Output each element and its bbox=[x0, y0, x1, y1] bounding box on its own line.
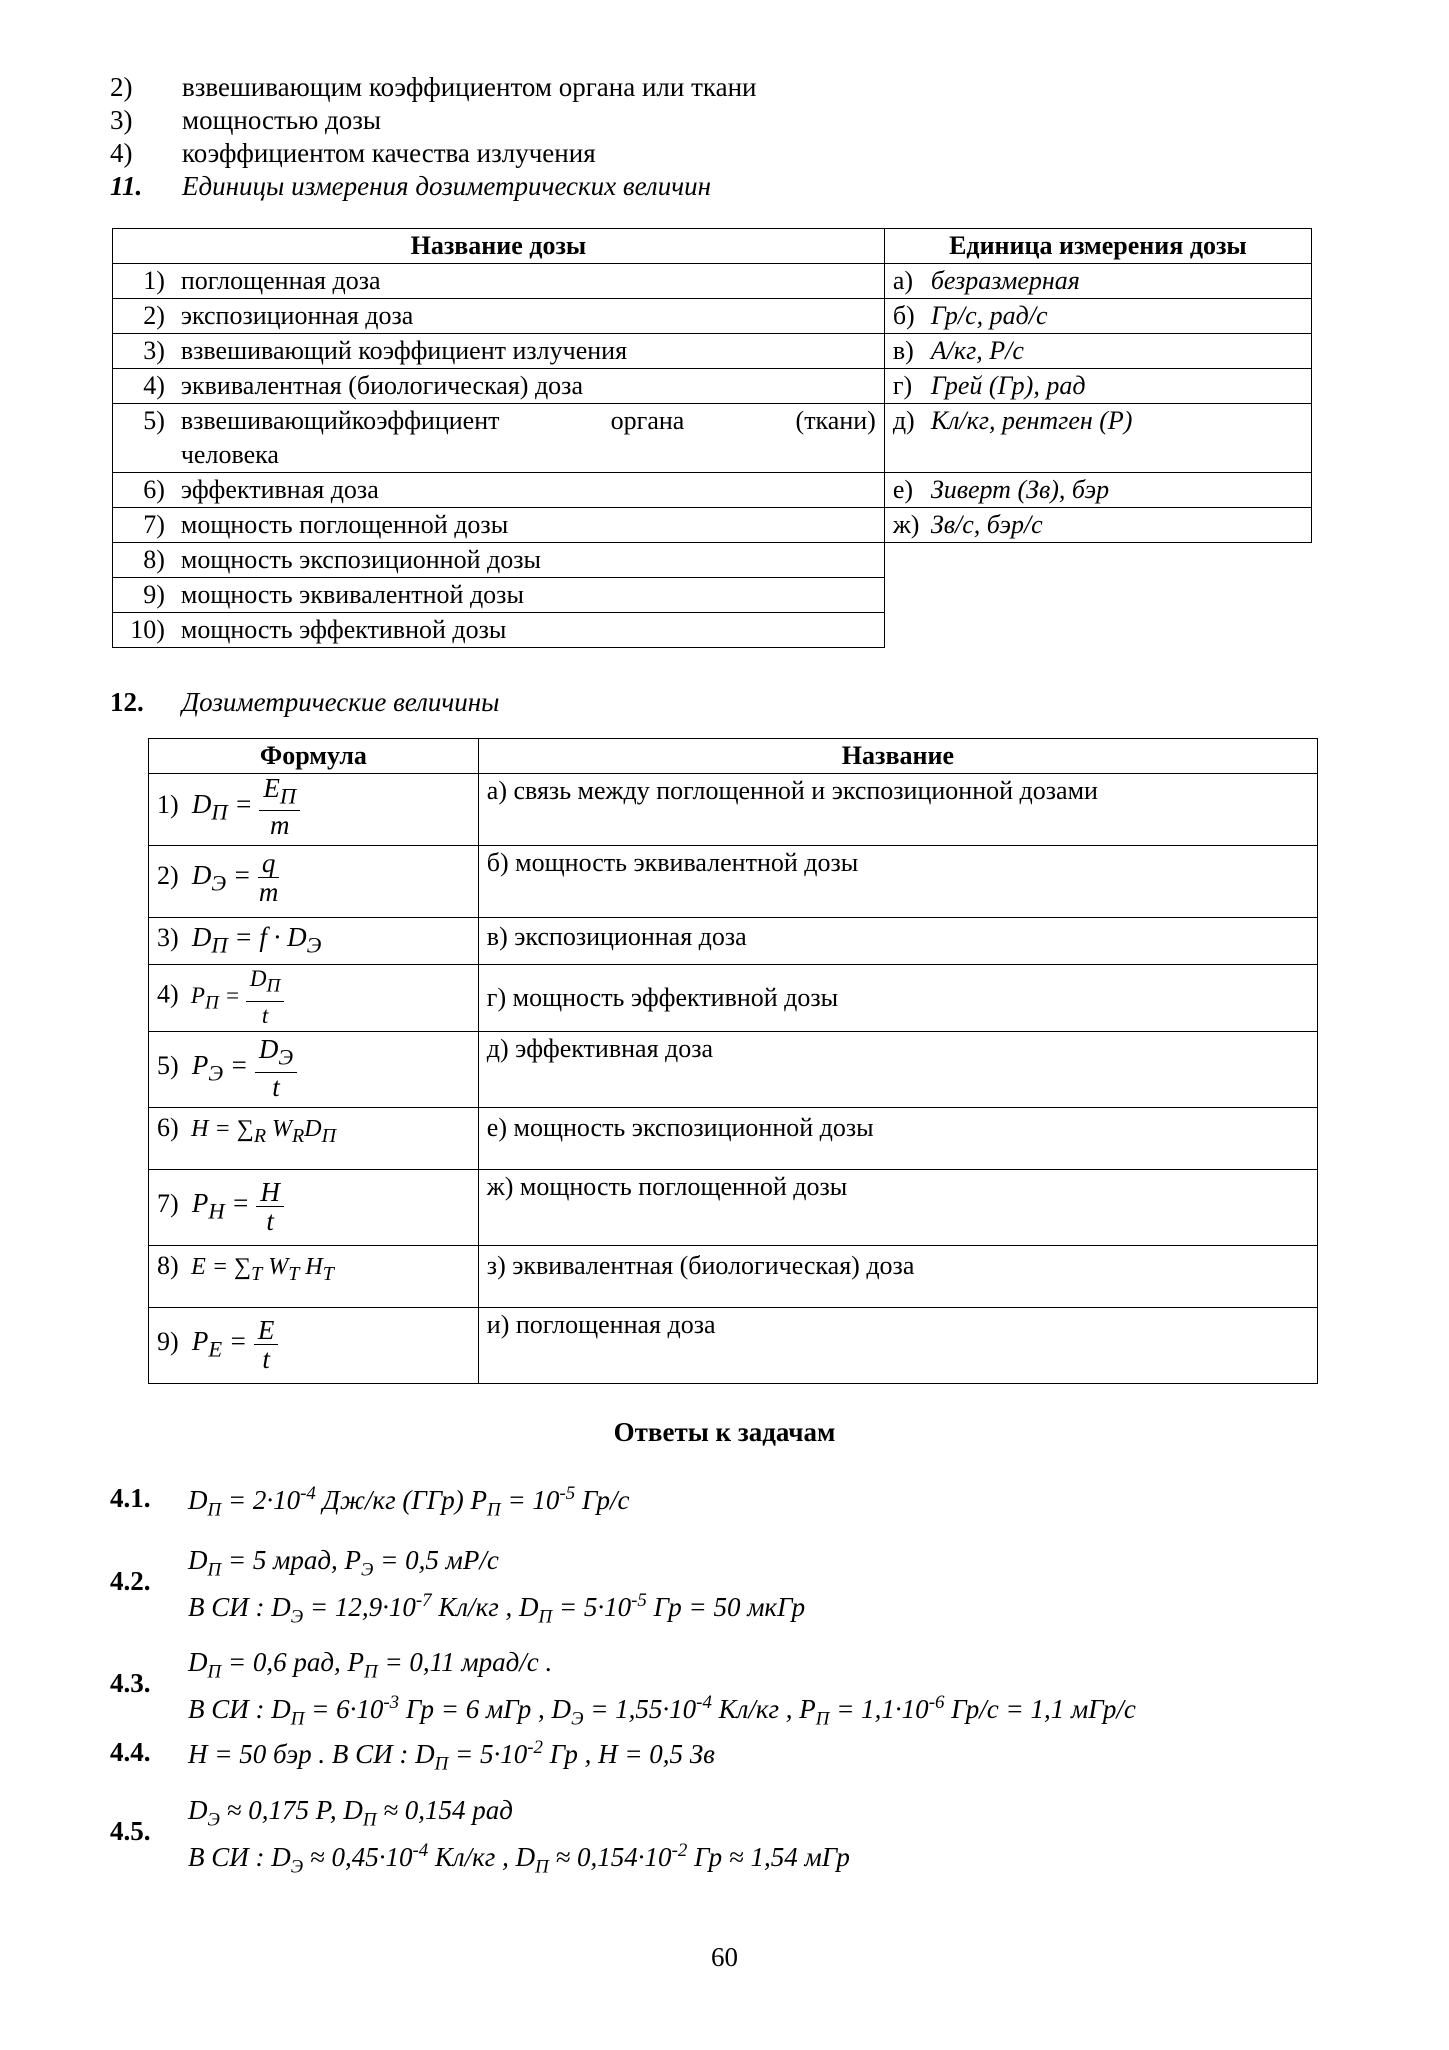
table-row: 2) экспозиционная доза б) Гр/с, рад/с bbox=[113, 299, 1312, 334]
answer-number: 4.1. bbox=[110, 1483, 151, 1513]
table-row: 10) мощность эффективной дозы bbox=[113, 613, 1312, 648]
answer-line: $D_П = 0,6$ рад, $P_П = 0,11$ мрад/с . bbox=[188, 1647, 553, 1683]
formula: $P_E$ = $\frac{E}{t}$ bbox=[185, 1326, 278, 1356]
answer-number: 4.4. bbox=[110, 1737, 151, 1767]
question-12-heading: 12. Дозиметрические величины bbox=[110, 687, 500, 717]
list-item: 4) коэффициентом качества излучения bbox=[110, 138, 596, 168]
column-header-unit: Единица измерения дозы bbox=[884, 229, 1311, 264]
table-row: 1) $D_П$ = $\frac{E_П}{m}$ а) связь между поглощенной и экспозиционной дозами bbox=[149, 774, 1318, 846]
answer-line: В СИ : $D_Э \approx 0,45\cdot 10^{-4}$ Кл/кг , $D_П \approx 0,154\cdot 10^{-2}$ Гр ≈ 1,54 мГр bbox=[188, 1840, 850, 1878]
answer-number: 4.5. bbox=[110, 1816, 151, 1846]
answer-number: 4.3. bbox=[110, 1668, 151, 1698]
table-row: 4) $P_П$ = $\frac{D_П}{t}$ г) мощность эффективной дозы bbox=[149, 965, 1318, 1032]
formula-cell: 4) $P_П$ = $\frac{D_П}{t}$ bbox=[149, 965, 479, 1032]
formula-cell: 7) $P_Н$ = $\frac{H}{t}$ bbox=[149, 1170, 479, 1246]
column-header-formula: Формула bbox=[149, 739, 479, 774]
table-row: 6) $H = \sum_R$ $W_RD_П$ е) мощность экспозиционной дозы bbox=[149, 1108, 1318, 1170]
answers-heading: Ответы к задачам bbox=[613, 1417, 836, 1447]
answer-line: $D_Э \approx 0,175$ Р, $D_П \approx 0,154$ рад bbox=[188, 1795, 513, 1831]
answer-line: $D_П = 5$ мрад, $P_Э = 0,5$ мР/с bbox=[188, 1545, 499, 1581]
formula-cell: 2) $D_Э$ = $\frac{q}{m}$ bbox=[149, 846, 479, 918]
page-number: 60 bbox=[711, 1942, 738, 1972]
table-row: 8) мощность экспозиционной дозы bbox=[113, 543, 1312, 578]
formula: $D_П = f \cdot D_Э$ bbox=[185, 922, 322, 958]
formula-cell: 9) $P_E$ = $\frac{E}{t}$ bbox=[149, 1308, 479, 1384]
units-table bbox=[112, 228, 1312, 648]
formula-cell: 3) $D_П = f \cdot D_Э$ bbox=[149, 918, 479, 965]
list-item: 2) взвешивающим коэффициентом органа или ткани bbox=[110, 72, 757, 102]
column-header-name: Название bbox=[478, 739, 1317, 774]
answer-line: H = 50 бэр . В СИ : $D_П = 5\cdot 10^{-2}$ Гр , H = 0,5 Зв bbox=[188, 1737, 715, 1775]
column-header-dose-name: Название дозы bbox=[113, 229, 885, 264]
table-row: 5) $P_Э$ = $\frac{D_Э}{t}$ д) эффективная доза bbox=[149, 1032, 1318, 1108]
table-row: 2) $D_Э$ = $\frac{q}{m}$ б) мощность эквивалентной дозы bbox=[149, 846, 1318, 918]
formula: $E = \sum_T$ $W_T$ $H_T$ bbox=[185, 1254, 334, 1286]
formula-cell: 8) $E = \sum_T$ $W_T$ $H_T$ bbox=[149, 1246, 479, 1308]
answer-line: В СИ : $D_Э = 12,9\cdot 10^{-7}$ Кл/кг , $D_П = 5\cdot 10^{-5}$ Гр = 50 мкГр bbox=[188, 1590, 806, 1628]
table-row: 1) поглощенная доза а) безразмерная bbox=[113, 264, 1312, 299]
formula-cell: 5) $P_Э$ = $\frac{D_Э}{t}$ bbox=[149, 1032, 479, 1108]
answer-line: В СИ : $D_П = 6\cdot 10^{-3}$ Гр = 6 мГр , $D_Э = 1,55\cdot 10^{-4}$ Кл/кг , $P_П = 1,1\cdot 10^{-6}$ Гр/с = 1,1 мГр/с bbox=[188, 1692, 1136, 1730]
list-item: 3) мощностью дозы bbox=[110, 105, 382, 135]
formula: $D_П$ = $\frac{E_П}{m}$ bbox=[185, 789, 300, 819]
formula: $D_Э$ = $\frac{q}{m}$ bbox=[185, 848, 279, 908]
table-row: 9) мощность эквивалентной дозы bbox=[113, 578, 1312, 613]
answer-number: 4.2. bbox=[110, 1566, 151, 1596]
formula-cell: 1) $D_П$ = $\frac{E_П}{m}$ bbox=[149, 774, 479, 846]
table-row: 3) $D_П = f \cdot D_Э$ в) экспозиционная доза bbox=[149, 918, 1318, 965]
table-row: 4) эквивалентная (биологическая) доза г) Грей (Гр), рад bbox=[113, 369, 1312, 404]
table-row: 3) взвешивающий коэффициент излучения в) А/кг, Р/с bbox=[113, 334, 1312, 369]
table-row: 7) мощность поглощенной дозы ж) Зв/с, бэр/с bbox=[113, 508, 1312, 543]
formula: $P_Н$ = $\frac{H}{t}$ bbox=[185, 1188, 284, 1218]
table-row: 7) $P_Н$ = $\frac{H}{t}$ ж) мощность поглощенной дозы bbox=[149, 1170, 1318, 1246]
table-row: 5) взвешивающийкоэффициент органа (ткани) человека д) Кл/кг, рентген (Р) bbox=[113, 404, 1312, 473]
table-row: 9) $P_E$ = $\frac{E}{t}$ и) поглощенная доза bbox=[149, 1308, 1318, 1384]
formula: $P_П$ = $\frac{D_П}{t}$ bbox=[185, 983, 284, 1008]
formula: $H = \sum_R$ $W_RD_П$ bbox=[185, 1116, 337, 1148]
formula-cell: 6) $H = \sum_R$ $W_RD_П$ bbox=[149, 1108, 479, 1170]
table-row: 8) $E = \sum_T$ $W_T$ $H_T$ з) эквивалентная (биологическая) доза bbox=[149, 1246, 1318, 1308]
formula: $P_Э$ = $\frac{D_Э}{t}$ bbox=[185, 1050, 297, 1080]
formulas-table bbox=[148, 738, 1318, 1384]
table-row: 6) эффективная доза е) Зиверт (Зв), бэр bbox=[113, 473, 1312, 508]
answer-line: $D_П = 2\cdot 10^{-4}$ Дж/кг (ГГр) $P_П = 10^{-5}$ Гр/с bbox=[188, 1483, 630, 1521]
question-11-heading: 11. Единицы измерения дозиметрических величин bbox=[110, 171, 711, 201]
